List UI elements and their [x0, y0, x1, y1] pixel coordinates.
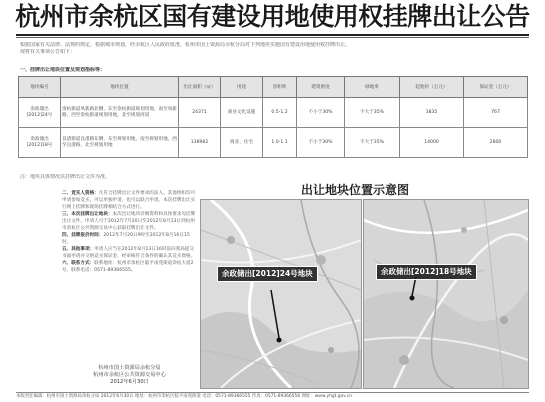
table-cell: 767: [464, 98, 528, 128]
paragraph-heading: 四、挂牌报价时间：: [62, 233, 104, 238]
signature-date: 2012年6月30日: [110, 379, 149, 385]
paragraph: [62, 246, 197, 260]
table-cell: 不小于30%: [297, 98, 345, 128]
signature-block: [62, 365, 197, 386]
col-header: 保证金（万元）: [464, 77, 528, 98]
title-rule-thin: [16, 37, 529, 38]
paragraph-text: 联系地址：杭州市余杭区临平南苑街道余杭大道2号，联系电话：0571-89366555。: [62, 261, 194, 273]
paragraph-heading: 二、竞买人资格：: [62, 191, 99, 196]
paragraph: [62, 211, 197, 232]
page-title: 杭州市余杭区国有建设用地使用权挂牌出让公告: [15, 2, 530, 31]
table-cell: 余政储出[2012]24号: [19, 98, 61, 128]
col-header: 容积率: [263, 77, 297, 98]
signature-org-2: 杭州市余杭区公共资源交易中心: [93, 372, 166, 378]
col-header: 用途: [221, 77, 263, 98]
table-row: [19, 98, 528, 128]
table-cell: 14000: [400, 128, 464, 158]
map-1-label: 余政储出[2012]24号地块: [217, 266, 318, 282]
paragraph-text: 凡符合挂牌出让文件要求的法人、其他组织均可申请参加竞买，可以单独申请，也可以联合申请。本次挂牌出让实行网上挂牌和现场挂牌相结合方式进行。: [62, 191, 196, 210]
signature-org-1: 杭州市国土资源局余杭分局: [98, 365, 161, 371]
table-cell: 余政储出[2012]18号: [19, 128, 61, 158]
col-header: 建筑密度: [297, 77, 345, 98]
map-2-graphic: [364, 200, 528, 388]
table-cell: 商业、住宅: [221, 128, 263, 158]
location-map-1: [200, 199, 362, 389]
table-cell: 24371: [179, 98, 221, 128]
table-cell: 1.0-1.1: [263, 128, 297, 158]
table-cell: 良渚街道良渚路东侧、东至规划用地，南至规划用地，西至良渚路，北至规划用地: [61, 128, 179, 158]
table-cell: 不大于35%: [345, 128, 400, 158]
paragraph: [62, 190, 197, 211]
col-header: 地块编号: [19, 77, 61, 98]
table-cell: 138982: [179, 128, 221, 158]
section-1-heading: 一、挂牌出让地块位置及规划指标等：: [20, 67, 106, 73]
paragraph-heading: 五、其他事项：: [62, 247, 95, 252]
col-header: 绿地率: [345, 77, 400, 98]
table-cell: 余杭街道凤新路北侧、东至余杭街道规划用地，南至凤新路，西至余杭街道规划用地，北至规划河道: [61, 98, 179, 128]
intro-line-2: 现将有关事项公告如下：: [20, 49, 76, 55]
paragraph: [62, 232, 197, 246]
intro: [20, 42, 525, 56]
paragraph-text: 2012年7月20日9时至2012年8月16日15时。: [62, 233, 190, 245]
table-row: [19, 128, 528, 158]
table-note: 注：地块具体情况以挂牌出让文件为准。: [20, 174, 111, 180]
table-cell: 0.5-1.2: [263, 98, 297, 128]
plots-table: [18, 76, 528, 158]
map-1-graphic: [201, 200, 361, 388]
footer-line: 本版责任编辑：杭州市国土资源局余杭分局 2012年6月30日 地址：杭州市余杭区临平南苑街道 电话：0571-89366555 传真：0571-89366556 网址：www.yhgt.gov.cn: [16, 392, 529, 400]
table-cell: 不小于30%: [297, 128, 345, 158]
col-header: 出让面积（㎡）: [179, 77, 221, 98]
intro-line-1: 根据国家有关法律、法规的规定，根据城市规划，经余杭区人民政府批准，杭州市国土资源局余杭分局对下列地块实施国有建设用地使用权挂牌出让。: [20, 42, 351, 48]
table-cell: 商业文化设施: [221, 98, 263, 128]
paragraph: [62, 260, 197, 274]
title-rule: [16, 34, 529, 36]
table-cell: 不大于35%: [345, 98, 400, 128]
paragraph-text: 申请人应当在2012年8月13日16时前向我局提交书面申请并交纳竞买保证金，经审核符合条件的确认其竞买资格。: [62, 247, 196, 259]
map-section-title: 出让地块位置示意图: [300, 183, 409, 197]
map-2-label: 余政储出[2012]18号地块: [376, 264, 477, 280]
notice-body: [62, 190, 197, 274]
table-header-row: [19, 77, 528, 98]
location-map-2: [363, 199, 529, 389]
col-header: 地块位置: [61, 77, 179, 98]
paragraph-text: 本次出让地块详细资料和具体要求见挂牌出让文件。申请人可于2012年7月20日至2012年8月13日到杭州市余杭区公共资源交易中心获取挂牌出让文件。: [62, 212, 196, 231]
paragraph-heading: 三、本次挂牌出让地块：: [62, 212, 113, 217]
table-cell: 3835: [400, 98, 464, 128]
col-header: 起始价（万元）: [400, 77, 464, 98]
table-cell: 2800: [464, 128, 528, 158]
paragraph-heading: 六、联系方式：: [62, 261, 95, 266]
